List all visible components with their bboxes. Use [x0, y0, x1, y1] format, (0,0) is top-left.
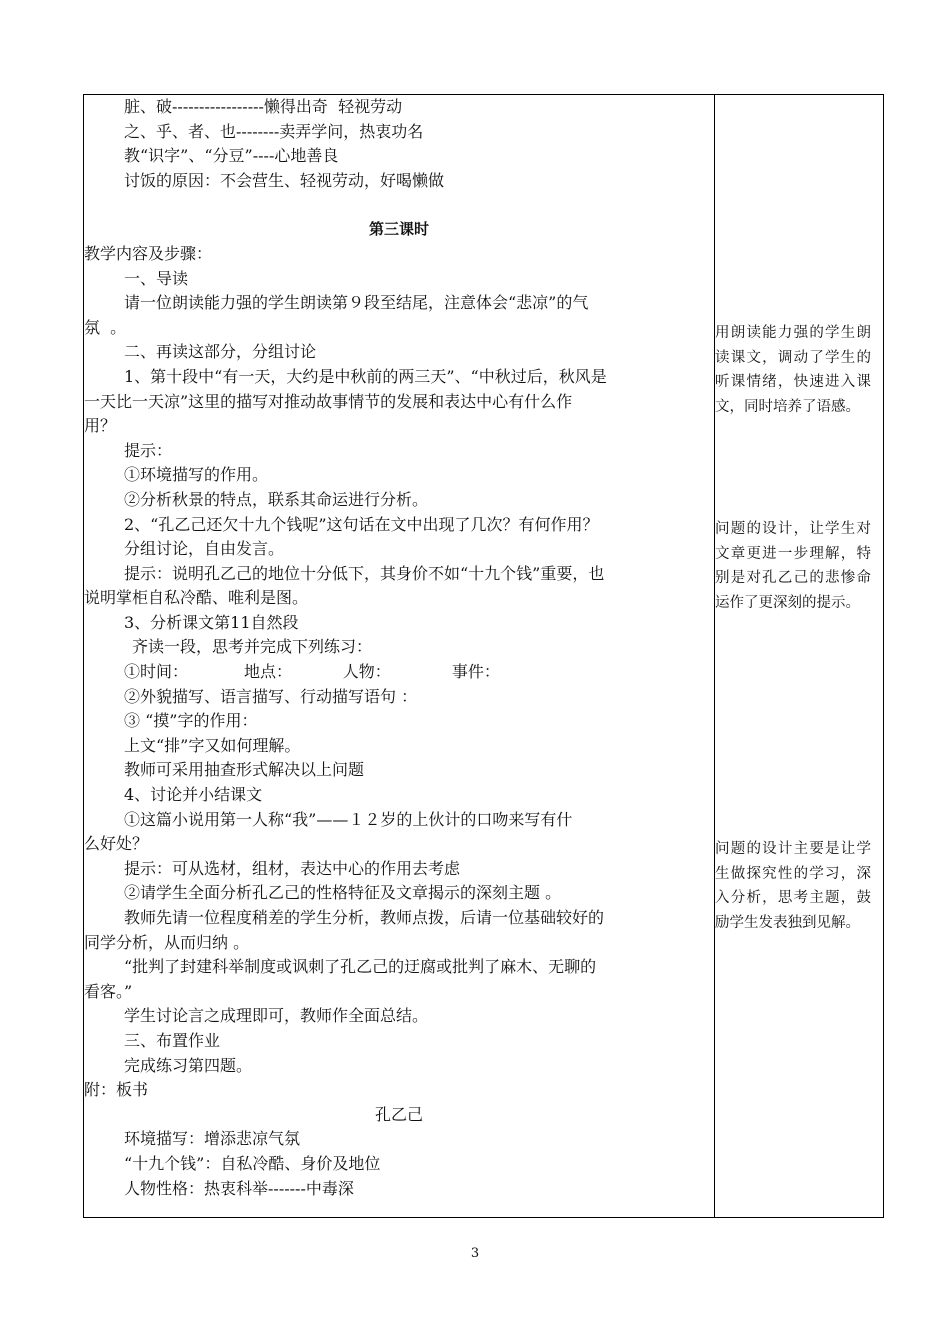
page-number: 3 — [470, 1246, 480, 1261]
text-line: 氛 。 — [84, 317, 127, 337]
part-title: 三、布置作业 — [124, 1030, 221, 1050]
text-line: 1、第十段中“有一天，大约是中秋前的两三天”、“中秋过后，秋风是 — [124, 366, 607, 386]
text-line: 用？ — [84, 416, 117, 436]
text-line: 同学分析，从而归纳 。 — [84, 932, 250, 952]
text-line: 一天比一天凉”这里的描写对推动故事情节的发展和表达中心有什么作 — [84, 391, 573, 411]
text-line: 4、讨论并小结课文 — [124, 785, 263, 805]
text-line: 教“识字”、“分豆”----心地善良 — [124, 146, 339, 166]
part-title: 二、再读这部分，分组讨论 — [124, 342, 317, 362]
board-line: “十九个钱”：自私冷酷、身价及地位 — [124, 1153, 381, 1173]
board-line: 人物性格：热衷科举-------中毒深 — [124, 1178, 354, 1198]
text-line: 教师先请一位程度稍差的学生分析，教师点拨，后请一位基础较好的 — [124, 908, 605, 927]
text-line: 看客。” — [84, 981, 133, 1001]
text-line: ①这篇小说用第一人称“我”——１２岁的上伙计的口吻来写有什 — [124, 809, 573, 829]
text-line: 提示：说明孔乙己的地位十分低下，其身价不如“十九个钱”重要，也 — [124, 563, 605, 583]
design-note: 问题的设计，让学生对文章更进一步理解，特别是对孔乙己的悲惨命运作了更深刻的提示。 — [715, 521, 871, 611]
text-line: 学生讨论言之成理即可，教师作全面总结。 — [124, 1006, 429, 1026]
text-line: 之、乎、者、也--------卖弄学问，热衷功名 — [124, 121, 424, 141]
appendix-label: 附：板书 — [84, 1080, 149, 1100]
text-line: 3、分析课文第11自然段 — [124, 612, 299, 632]
text-line: 讨饭的原因：不会营生、轻视劳动，好喝懒做 — [124, 170, 445, 190]
text-line: 提示：可从选材，组材，表达中心的作用去考虑 — [124, 858, 461, 878]
text-line: 么好处？ — [84, 834, 149, 854]
text-line: ②分析秋景的特点，联系其命运进行分析。 — [124, 489, 429, 509]
content-label: 教学内容及步骤： — [84, 243, 213, 263]
text-line: 请一位朗读能力强的学生朗读第９段至结尾，注意体会“悲凉”的气 — [124, 293, 589, 313]
text-line: 分组讨论，自由发言。 — [124, 539, 285, 559]
design-notes-cell — [715, 95, 884, 1218]
text-line: 说明掌柜自私冷酷、唯利是图。 — [84, 588, 309, 608]
text-line: 教师可采用抽查形式解决以上问题 — [124, 760, 365, 780]
text-line: ③ “摸”字的作用： — [124, 711, 258, 731]
text-line: 完成练习第四题。 — [124, 1055, 253, 1075]
board-line: 环境描写：增添悲凉气氛 — [124, 1129, 301, 1149]
text-line: 2、“孔乙己还欠十九个钱呢”这句话在文中出现了几次？有何作用？ — [124, 514, 599, 534]
text-line: 脏、破-----------------懒得出奇 轻视劳动 — [124, 97, 403, 116]
design-note: 用朗读能力强的学生朗读课文，调动了学生的听课情绪，快速进入课文，同时培养了语感。 — [715, 325, 871, 415]
lesson-plan-table — [83, 94, 884, 1218]
text-line: “批判了封建科举制度或讽刺了孔乙己的迂腐或批判了麻木、无聊的 — [124, 957, 597, 977]
board-title: 孔乙己 — [374, 1104, 423, 1124]
text-line: 上文“排”字又如何理解。 — [124, 735, 301, 755]
text-line: ①时间： 地点： 人物： 事件： — [124, 662, 500, 682]
teaching-content-cell — [84, 95, 715, 1218]
text-line: 齐读一段，思考并完成下列练习： — [132, 637, 373, 657]
part-title: 一、导读 — [124, 268, 189, 288]
text-line: ②请学生全面分析孔乙己的性格特征及文章揭示的深刻主题 。 — [124, 883, 562, 903]
text-line: 提示： — [124, 440, 173, 460]
text-line: ②外貌描写、语言描写、行动描写语句 ： — [124, 686, 418, 706]
text-line: ①环境描写的作用。 — [124, 465, 269, 485]
design-note: 问题的设计主要是让学生做探究性的学习，深入分析，思考主题，鼓励学生发表独到见解。 — [715, 841, 871, 931]
section-title: 第三课时 — [368, 220, 429, 239]
